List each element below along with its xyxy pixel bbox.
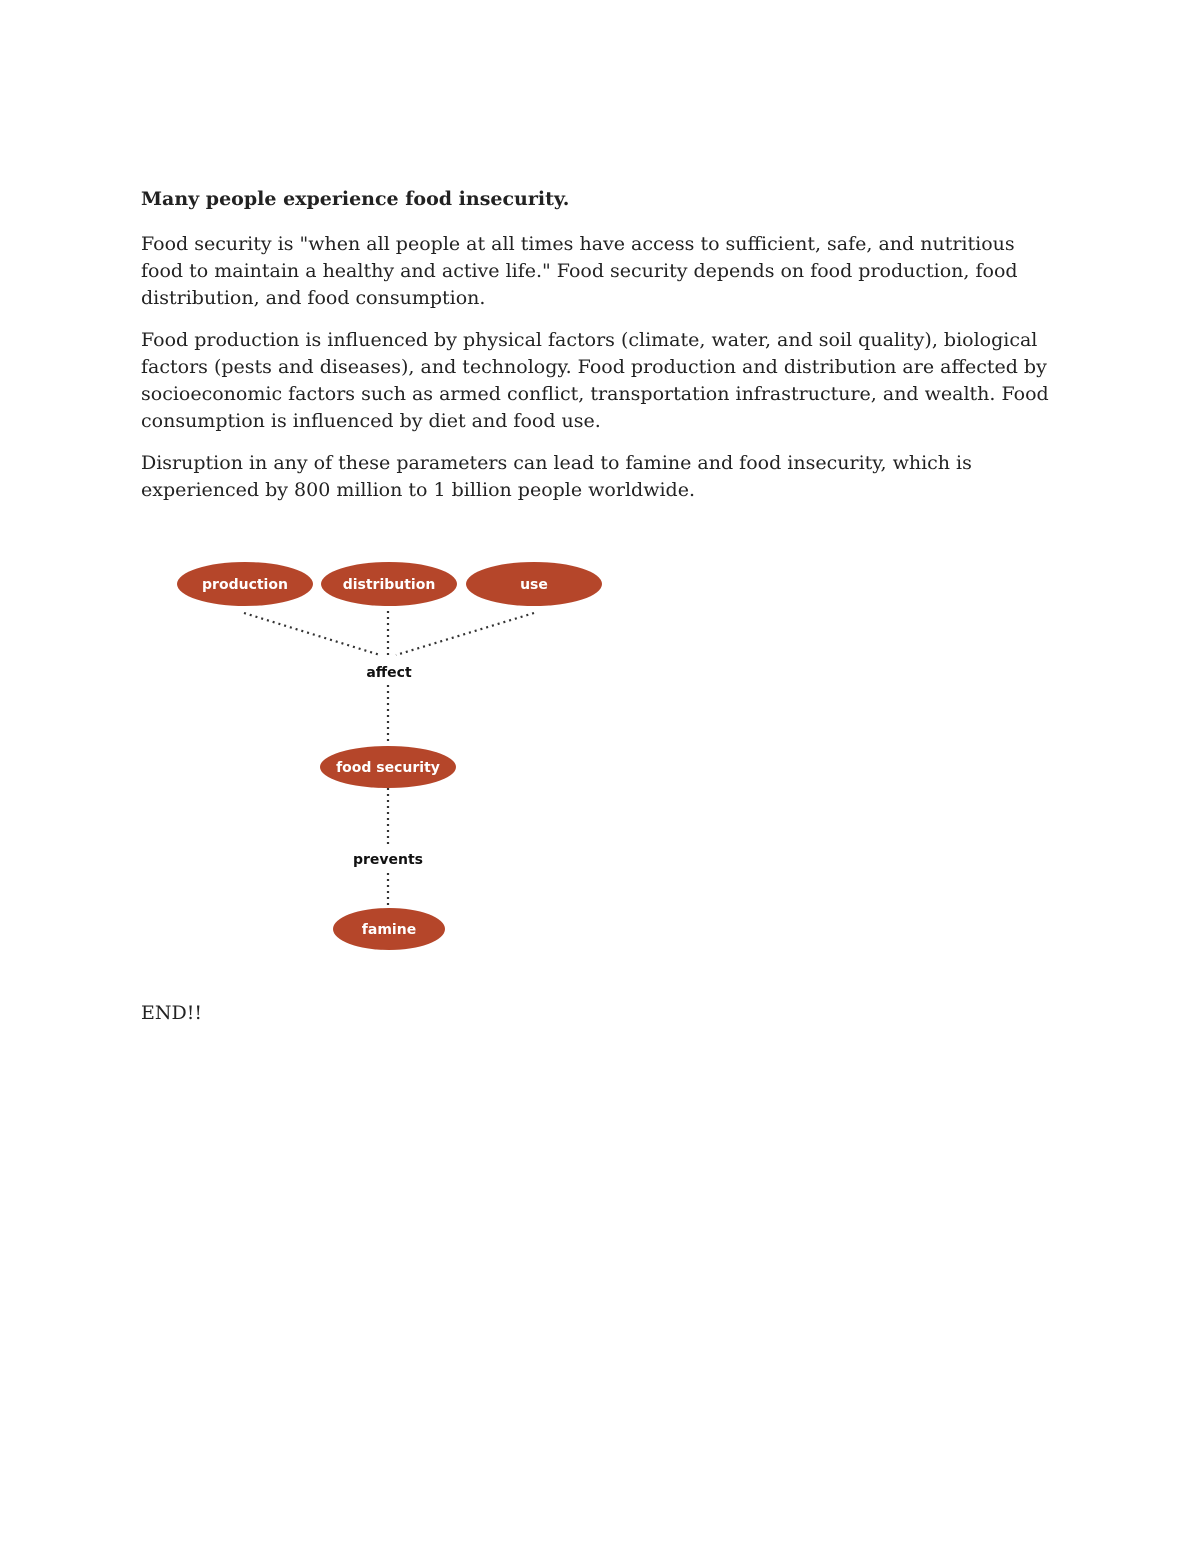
food-security-diagram xyxy=(170,555,610,955)
connector-production-affect xyxy=(244,613,380,655)
document-body xyxy=(141,186,1061,519)
node-famine xyxy=(333,908,445,950)
node-use xyxy=(466,562,602,606)
paragraph-factors: Food production is influenced by physical factors (climate, water, and soil quality), biological factors (pests and diseases), and technology. Food production and distribution are affected by socioeconomic factors such as armed conflict, transportation infrastructure, and wealth. Food consumption is influenced by diet and food use. xyxy=(141,329,1049,432)
node-food-security-label: food security xyxy=(336,760,440,776)
node-food-security xyxy=(320,746,456,788)
paragraph-disruption: Disruption in any of these parameters can lead to famine and food insecurity, which is experienced by 800 million to 1 billion people worldwide. xyxy=(141,452,972,501)
end-text: END!! xyxy=(141,1002,202,1024)
node-distribution-label: distribution xyxy=(342,577,436,593)
document-heading: Many people experience food insecurity. xyxy=(141,188,570,210)
connector-use-affect xyxy=(396,613,534,655)
paragraph-definition: Food security is "when all people at all times have access to sufficient, safe, and nutritious food to maintain a healthy and active life." Food security depends on food production, food distribution, and food consumption. xyxy=(141,233,1018,309)
node-production xyxy=(177,562,313,606)
link-label-affect: affect xyxy=(366,665,412,681)
node-famine-label: famine xyxy=(361,922,417,938)
node-production-label: production xyxy=(202,577,288,593)
node-distribution xyxy=(321,562,457,606)
node-use-label: use xyxy=(520,577,548,593)
link-label-prevents: prevents xyxy=(352,852,424,868)
